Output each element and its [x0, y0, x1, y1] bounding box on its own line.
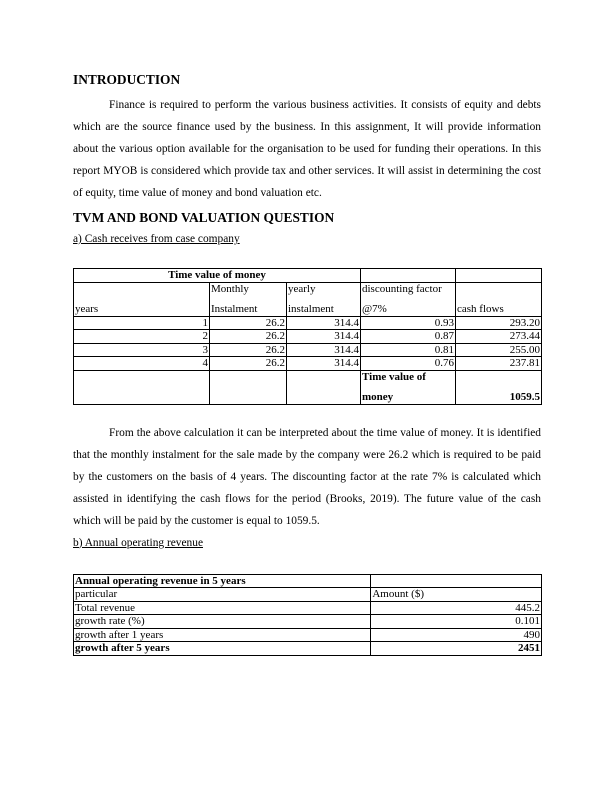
introduction-paragraph: Finance is required to perform the various business activities. It consists of equity and debts which are the source finance used by the business. In this assignment, It will provide information about the various option available for the organisation to be used for funding their operations. In this report MYOB is considered which provide tax and other services. It will assist in determining the cost of equity, time value of money and bond valuation etc. — [73, 99, 541, 199]
table-cell — [456, 269, 542, 283]
revenue-col-particular: particular — [74, 588, 371, 602]
table-row: growth after 5 years 2451 — [75, 642, 540, 654]
header-discount: discounting factor @7% — [361, 282, 456, 316]
time-value-table — [73, 268, 542, 405]
table-row: Total revenue 445.2 — [75, 601, 540, 614]
table-cell — [361, 269, 456, 283]
total-value: 1059.5 — [456, 370, 542, 404]
header-monthly: Monthly Instalment — [210, 282, 287, 316]
subheading-a: a) Cash receives from case company — [73, 233, 240, 245]
revenue-table — [73, 574, 542, 656]
revenue-col-amount: Amount ($) — [371, 588, 542, 602]
table-row: 3 26.2 314.4 0.81 255.00 — [74, 343, 542, 357]
table-row: 2 26.2 314.4 0.87 273.44 — [74, 330, 542, 344]
tvm-paragraph: From the above calculation it can be interpreted about the time value of money. It is identified that the monthly instalment for the sale made by the company were 26.2 which is required to be paid by the customers on the basis of 4 years. The discounting factor at the rate 7% is calculated which assisted in identifying the cash flows for the period (Brooks, 2019). The future value of the cash which will be paid by the customer is equal to 1059.5. — [73, 426, 541, 527]
revenue-table-title: Annual operating revenue in 5 years — [74, 574, 371, 588]
total-row — [74, 370, 542, 404]
header-yearly: yearly instalment — [287, 282, 361, 316]
tvm-heading: TVM AND BOND VALUATION QUESTION — [73, 210, 335, 225]
header-cash-flows: cash flows — [456, 282, 542, 316]
document-page — [73, 70, 541, 656]
subheading-b: b) Annual operating revenue — [73, 536, 203, 549]
table-row: growth after 1 years 490 — [75, 628, 540, 641]
table-row: growth rate (%) 0.101 — [75, 615, 540, 627]
table-row: 1 26.2 314.4 0.93 293.20 — [74, 316, 542, 330]
header-years: years — [74, 282, 210, 316]
introduction-heading: INTRODUCTION — [73, 72, 181, 87]
table-row: 4 26.2 314.4 0.76 237.81 — [74, 357, 542, 371]
total-label: Time value of money — [361, 370, 456, 404]
tvm-table-title: Time value of money — [74, 269, 361, 283]
